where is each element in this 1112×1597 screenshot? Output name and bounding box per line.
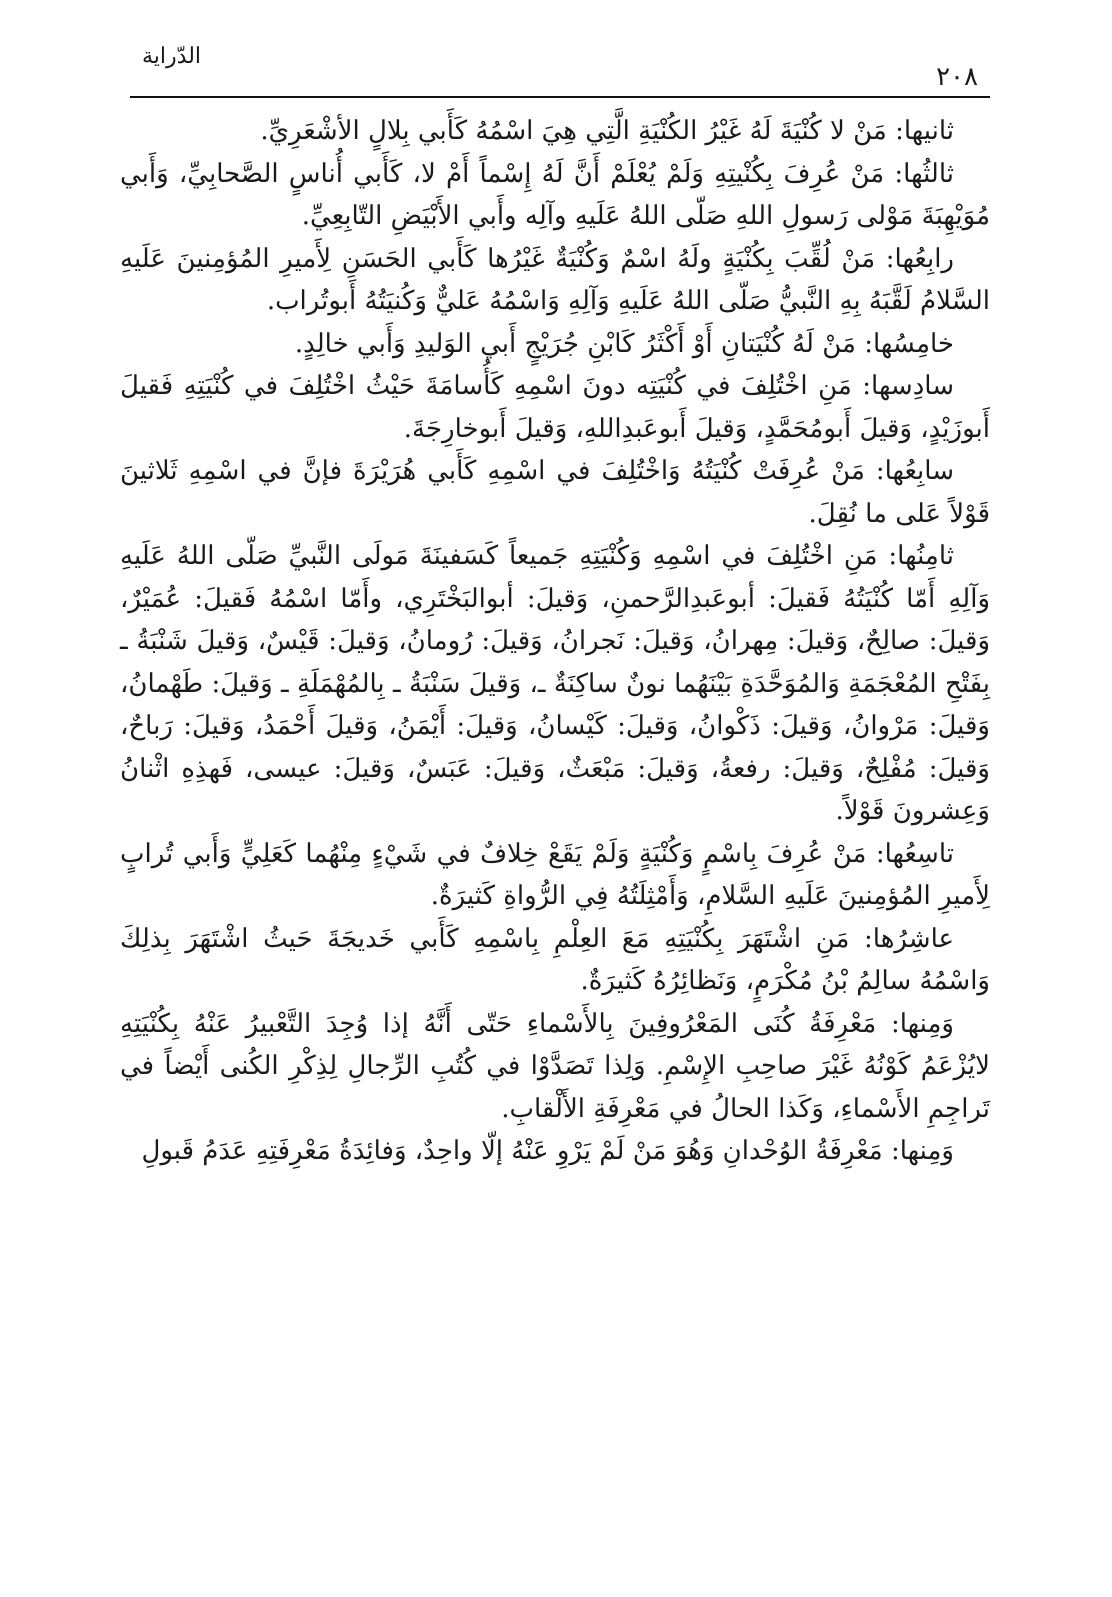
header-rule [130,96,990,98]
paragraph-9: تاسِعُها: مَنْ عُرِفَ بِاسْمٍ وَكُنْيَةٍ وَلَمْ يَقَعْ خِلافٌ في شَيْءٍ مِنْهُما كَعَلِيٍّ وَأَبي تُرابٍ لِأَميرِ المُؤمِنينَ عَلَيهِ السَّلامِ، وَأَمْثِلَتُهُ فِي الرُّواةِ كَثيرَةٌ. [120,838,990,911]
paragraph-3: ثالثُها: مَنْ عُرِفَ بِكُنْيتِهِ وَلَمْ يُعْلَمْ أَنَّ لَهُ إِسْماً أَمْ لا، كَأَبي أُناسٍ الصَّحابِيِّ، وَأَبي مُوَيْهِبَةَ مَوْلى رَسولِ اللهِ صَلّى اللهُ عَلَيهِ وآلِه وأَبي الأَبْيَضِ التّابِعِيِّ. [120,158,990,231]
paragraph-6: سادِسها: مَنِ اخْتُلِفَ في كُنْيَتِه دونَ اسْمِهِ كَأُسامَةَ حَيْثُ اخْتُلِفَ في كُنْيَتِهِ فَقيلَ أَبوزَيْدٍ، وَقيلَ أَبومُحَمَّدٍ، وَقيلَ أَبوعَبدِاللهِ، وَقيلَ أَبوخارِجَةَ. [120,371,990,444]
paragraph-10: عاشِرُها: مَنِ اشْتَهَرَ بِكُنْيَتِهِ مَعَ العِلْمِ بِاسْمِهِ كَأَبي خَديجَةَ حَيثُ اشْتَهَرَ بِذلِكَ وَاسْمُهُ سالِمُ بْنُ مُكْرَمٍ، وَنَظائِرُهُ كَثيرَةٌ. [120,923,990,996]
paragraph-5: خامِسُها: مَنْ لَهُ كُنْيَتانِ أَوْ أَكْثَرُ كَابْنِ جُرَيْجٍ أَبي الوَليدِ وَأَبي خالِدٍ. [294,328,954,359]
paragraph-4: رابِعُها: مَنْ لُقِّبَ بِكُنْيَةٍ ولَهُ اسْمٌ وَكُنْيَةٌ غَيْرُها كَأَبي الحَسَنِ لِأَميرِ المُؤمِنينَ عَلَيهِ السَّلامُ لَقَّبَهُ بِهِ النَّبيُّ صَلّى اللهُ عَلَيهِ وَآلِهِ وَاسْمُهُ عَليٌّ وَكُنيَتُهُ أَبوتُراب. [120,243,990,316]
page-number: ٢٠٨ [936,62,978,92]
paragraph-8: ثامِنُها: مَنِ اخْتُلِفَ في اسْمِهِ وَكُنْيَتِهِ جَميعاً كَسَفينَةَ مَولَى النَّبيِّ صَلّى اللهُ عَلَيهِ وَآلِهِ أَمّا كُنْيَتُهُ فَقيلَ: أبوعَبدِالرَّحمنِ، وَقيلَ: أبوالبَخْتَرِي، وأَمّا اسْمُهُ فَقيلَ: عُمَيْرٌ، وَقيلَ: صالِحٌ، وَقيلَ: مِهرانُ، وَقيلَ: نَجرانُ، وَقيلَ: رُومانُ، وَقيلَ: قَيْسٌ، وَقيلَ شَنْبَةُ ـ بِفَتْحِ المُعْجَمَةِ وَالمُوَحَّدَةِ بَيْنَهُما نونٌ ساكِنَةٌ ـ، وَقيلَ سَنْبَةُ ـ بِالمُهْمَلَةِ ـ وَقيلَ: طَهْمانُ، وَقيلَ: مَرْوانُ، وَقيلَ: ذَكْوانُ، وَقيلَ: كَيْسانُ، وَقيلَ: أَيْمَنُ، وَقيلَ أَحْمَدُ، وَقيلَ: رَباحٌ، وَقيلَ: مُفْلِحٌ، وَقيلَ: رفعةُ، وَقيلَ: مَبْعَثٌ، وَقيلَ: عَبَسٌ، وَقيلَ: عيسى، فَهذِهِ اثْنانُ وَعِشرونَ قَوْلاً. [120,541,990,826]
page-header [130,40,990,100]
paragraph-kuna: وَمِنها: مَعْرِفَةُ كُنَى المَعْرُوفِينَ بِالأَسْماءِ حَتّى أَنَّهُ إذا وُجِدَ التَّعْبيرُ عَنْهُ بِكُنْيَتِهِ لايُزْعَمُ كَوْنُهُ غَيْرَ صاحِبِ الإِسْمِ. وَلِذا تَصَدَّوْا في كُتُبِ الرِّجالِ لِذِكْرِ الكُنى أَيْضاً في تَراجِمِ الأَسْماءِ، وَكَذا الحالُ في مَعْرِفَةِ الأَلْقابِ. [120,1008,991,1124]
running-title: الدّراية [142,44,202,69]
paragraph-wuhdan: وَمِنها: مَعْرِفَةُ الوُحْدانِ وَهُوَ مَنْ لَمْ يَرْوِ عَنْهُ إلّا واحِدٌ، وَفائِدَةُ مَعْرِفَتِهِ عَدَمُ قَبولِ [141,1136,954,1166]
body-text [120,110,990,1173]
paragraph-2: ثانيها: مَنْ لا كُنْيَةَ لَهُ غَيْرُ الكُنْيَةِ الَّتِي هِيَ اسْمُهُ كَأَبي بِلالٍ الأشْعَرِيِّ. [260,116,954,146]
paragraph-7: سابِعُها: مَنْ عُرِفَتْ كُنْيَتُهُ وَاخْتُلِفَ في اسْمِهِ كَأَبي هُرَيْرَةَ فإنَّ في اسْمِهِ ثَلاثينَ قَوْلاً عَلى ما نُقِلَ. [120,456,990,529]
